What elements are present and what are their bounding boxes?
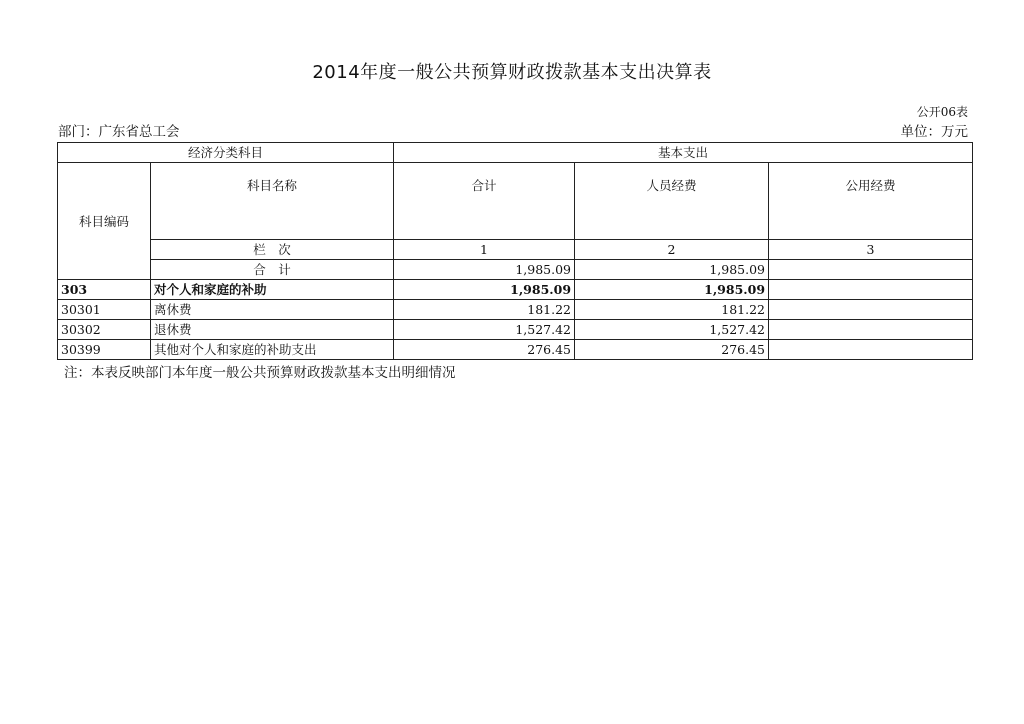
total-label: 合 计: [151, 260, 394, 280]
total-public: [769, 260, 973, 280]
row-code: 30302: [58, 320, 151, 340]
header-code: 科目编码: [58, 163, 151, 280]
row-personnel: 276.45: [575, 340, 769, 360]
row-public: [769, 340, 973, 360]
budget-table: [57, 142, 973, 360]
row-name: 对个人和家庭的补助: [151, 280, 394, 300]
footnote: 注：本表反映部门本年度一般公共预算财政拨款基本支出明细情况: [64, 365, 456, 381]
table-row: [58, 320, 973, 340]
unit-label: 单位：万元: [900, 124, 968, 140]
header-category: 经济分类科目: [58, 143, 394, 163]
column-number-1: 1: [394, 240, 575, 260]
row-name: 退休费: [151, 320, 394, 340]
header-personnel: 人员经费: [575, 163, 769, 240]
total-personnel: 1,985.09: [575, 260, 769, 280]
row-public: [769, 320, 973, 340]
row-code: 303: [58, 280, 151, 300]
total-row: [58, 260, 973, 280]
column-number-3: 3: [769, 240, 973, 260]
row-total: 1,527.42: [394, 320, 575, 340]
row-code: 30301: [58, 300, 151, 320]
row-public: [769, 300, 973, 320]
table-row: [58, 340, 973, 360]
header-public: 公用经费: [769, 163, 973, 240]
header-row-1: [58, 143, 973, 163]
row-personnel: 1,985.09: [575, 280, 769, 300]
row-name: 离休费: [151, 300, 394, 320]
column-number-label: 栏 次: [151, 240, 394, 260]
form-number: 公开06表: [916, 105, 968, 119]
department-label: 部门：广东省总工会: [58, 124, 180, 140]
row-code: 30399: [58, 340, 151, 360]
total-sum: 1,985.09: [394, 260, 575, 280]
header-row-2: [58, 163, 973, 240]
table-row: [58, 280, 973, 300]
row-personnel: 181.22: [575, 300, 769, 320]
page-title: 2014年度一般公共预算财政拨款基本支出决算表: [312, 62, 712, 83]
row-name: 其他对个人和家庭的补助支出: [151, 340, 394, 360]
column-number-2: 2: [575, 240, 769, 260]
header-name: 科目名称: [151, 163, 394, 240]
header-basic-expenditure: 基本支出: [394, 143, 973, 163]
row-total: 276.45: [394, 340, 575, 360]
row-personnel: 1,527.42: [575, 320, 769, 340]
column-number-row: [58, 240, 973, 260]
row-public: [769, 280, 973, 300]
table-row: [58, 300, 973, 320]
row-total: 1,985.09: [394, 280, 575, 300]
header-total: 合计: [394, 163, 575, 240]
row-total: 181.22: [394, 300, 575, 320]
